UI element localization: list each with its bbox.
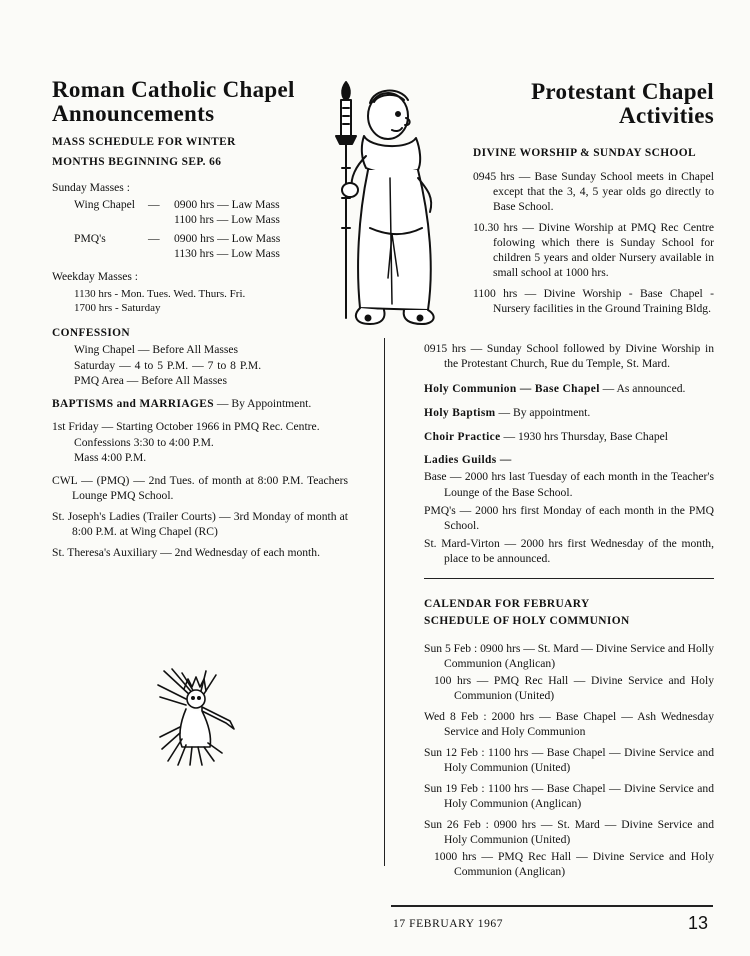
baptisms-heading: BAPTISMS and MARRIAGES (52, 397, 214, 410)
angel-illustration (156, 667, 236, 767)
mass-dash (148, 246, 174, 261)
mass-dash: — (148, 197, 160, 211)
baptism-text: — By appointment. (495, 405, 591, 419)
mass-schedule-heading (52, 135, 348, 170)
footer-rule (391, 905, 713, 907)
protestant-title-line1: Protestant Chapel (531, 79, 714, 104)
mass-time: 0900 hrs — Low Mass (174, 231, 281, 245)
st-joseph-notice: St. Joseph's Ladies (Trailer Courts) — 3rd Monday of month at 8:00 P.M. at Wing Chapel (RC) (52, 509, 348, 538)
mass-location: Wing Chapel (74, 197, 136, 211)
protestant-lower (424, 341, 714, 566)
weekday-line: 1130 hrs - Mon. Tues. Wed. Thurs. Fri. (74, 288, 246, 301)
confession-heading: CONFESSION (52, 326, 131, 339)
rc-title-line2: Announcements (52, 101, 215, 126)
mass-location (52, 212, 148, 227)
rc-title (52, 78, 348, 126)
confession-list (52, 342, 348, 387)
holy-communion (424, 381, 714, 397)
calendar-item: Sun 12 Feb : 1100 hrs — Base Chapel — Divine Service and Holy Communion (United) (424, 746, 714, 775)
cwl-notice: CWL — (PMQ) — 2nd Tues. of month at 8:00 P.M. Teachers Lounge PMQ School. (52, 473, 348, 502)
mass-time: 1130 hrs — Low Mass (174, 246, 280, 260)
column-divider (384, 338, 385, 866)
guild-item: PMQ's — 2000 hrs first Monday of each month in the PMQ School. (424, 503, 714, 532)
baptisms-marriages (52, 396, 348, 412)
weekday-masses-list (52, 287, 348, 316)
confession-line: Wing Chapel — Before All Masses (74, 343, 239, 357)
baptisms-text: — By Appointment. (213, 396, 312, 410)
friday-sub-line: Mass 4:00 P.M. (74, 450, 147, 464)
worship-item: 1100 hrs — Divine Worship - Base Chapel - Nursery facilities in the Ground Training Bldg. (473, 287, 714, 316)
weekday-masses-label: Weekday Masses : (52, 269, 138, 283)
first-friday: 1st Friday — Starting October 1966 in PMQ Rec. Centre. (52, 420, 320, 434)
mass-head-line2: MONTHS BEGINNING SEP. 66 (52, 155, 222, 168)
weekday-line: 1700 hrs - Saturday (74, 302, 161, 315)
mass-location (52, 246, 148, 261)
sunday-mass-row (52, 212, 348, 227)
calendar-item: Wed 8 Feb : 2000 hrs — Base Chapel — Ash Wednesday Service and Holy Communion (424, 709, 714, 738)
footer-date: 17 FEBRUARY 1967 (393, 918, 504, 930)
confession-line: PMQ Area — Before All Masses (74, 373, 227, 387)
worship-item: 10.30 hrs — Divine Worship at PMQ Rec Centre folowing which there is Sunday School for children 5 years and older Nursery available in small school at 1000 hrs. (473, 221, 714, 280)
sunday-masses-table (52, 197, 348, 261)
calendar-item: Sun 5 Feb : 0900 hrs — St. Mard — Divine Service and Holly Communion (Anglican) (424, 641, 714, 670)
choir-heading: Choir Practice (424, 430, 501, 443)
calendar-head-line1: CALENDAR FOR FEBRUARY (424, 598, 590, 610)
confession-line: Saturday — 4 to 5 P.M. — 7 to 8 P.M. (74, 358, 262, 372)
choir-practice (424, 429, 714, 445)
sunday-mass-row (52, 246, 348, 261)
friday-sub-line: Confessions 3:30 to 4:00 P.M. (74, 435, 214, 449)
calendar-section (424, 597, 714, 880)
calendar-item: 1000 hrs — PMQ Rec Hall — Divine Service and Holy Communion (Anglican) (434, 850, 714, 879)
holy-baptism (424, 405, 714, 421)
mass-dash (148, 212, 174, 227)
rc-title-line1: Roman Catholic Chapel (52, 77, 295, 102)
mass-time: 0900 hrs — Law Mass (174, 197, 280, 211)
calendar-head-line2: SCHEDULE OF HOLY COMMUNION (424, 614, 630, 627)
choir-text: — 1930 hrs Thursday, Base Chapel (500, 429, 669, 443)
mass-dash: — (148, 231, 160, 245)
ladies-guilds-heading: Ladies Guilds — (424, 453, 512, 466)
divine-worship-section (473, 146, 714, 316)
calendar-divider (424, 578, 714, 579)
mass-time: 1100 hrs — Low Mass (174, 212, 280, 226)
worship-item: 0945 hrs — Base Sunday School meets in Chapel except that the 3, 4, 5 year olds go directly to Base School. (473, 169, 714, 213)
mass-location: PMQ's (74, 231, 106, 245)
st-theresa-notice: St. Theresa's Auxiliary — 2nd Wednesday of each month. (52, 545, 320, 559)
communion-heading: Holy Communion — Base Chapel (424, 383, 600, 396)
worship-heading: DIVINE WORSHIP & SUNDAY SCHOOL (473, 147, 696, 159)
mass-head-line1: MASS SCHEDULE FOR WINTER (52, 136, 236, 148)
protestant-title-line2: Activities (619, 103, 714, 128)
calendar-item: Sun 19 Feb : 1100 hrs — Base Chapel — Divine Service and Holy Communion (Anglican) (424, 782, 714, 811)
guild-item: St. Mard-Virton — 2000 hrs first Wednesday of the month, place to be announced. (424, 536, 714, 565)
sunday-masses-label: Sunday Masses : (52, 180, 130, 194)
sunday-mass-row (52, 197, 348, 212)
page-number: 13 (688, 913, 709, 933)
first-friday-sub (52, 435, 348, 465)
calendar-heading (424, 597, 714, 629)
sunday-mass-row (52, 231, 348, 246)
sunday-school-st-mard: 0915 hrs — Sunday School followed by Divine Worship in the Protestant Church, Rue du Temple, St. Mard. (424, 342, 714, 371)
protestant-title (424, 80, 714, 128)
communion-text: — As announced. (599, 382, 686, 396)
calendar-item: Sun 26 Feb : 0900 hrs — St. Mard — Divine Service and Holy Communion (United) (424, 818, 714, 847)
protestant-column (424, 80, 714, 128)
guild-item: Base — 2000 hrs last Tuesday of each month in the Teacher's Lounge of the Base School. (424, 470, 714, 499)
rc-column (52, 78, 348, 560)
baptism-heading: Holy Baptism (424, 406, 496, 419)
calendar-item: 100 hrs — PMQ Rec Hall — Divine Service and Holy Communion (United) (434, 673, 714, 702)
